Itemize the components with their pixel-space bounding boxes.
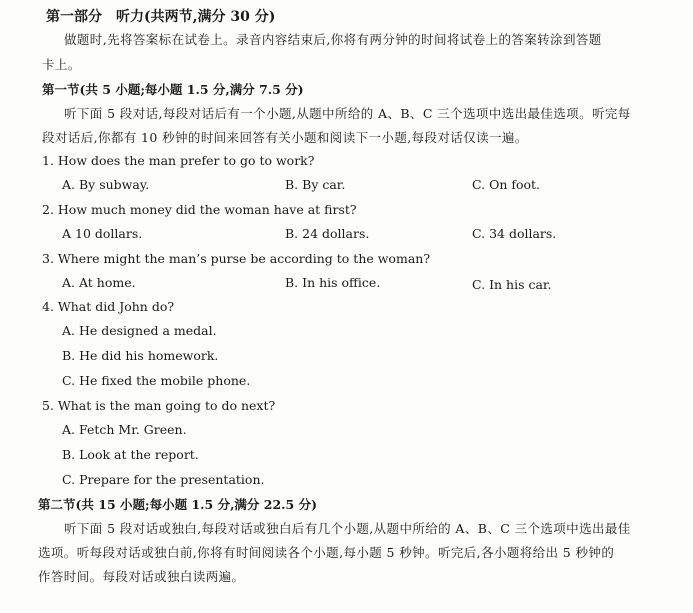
question-2-option-c: C. 34 dollars.	[472, 226, 557, 241]
question-1-option-b: B. By car.	[285, 177, 346, 192]
section2-instruction-line1: 听下面 5 段对话或独白,每段对话或独白后有几个小题,从题中所给的 A、B、C 三个选项中选出最佳	[64, 521, 631, 536]
question-4-option-b: B. He did his homework.	[62, 348, 219, 363]
section2-instruction-line3: 作答时间。每段对话或独白读两遍。	[38, 569, 245, 584]
question-4-option-c: C. He fixed the mobile phone.	[62, 373, 251, 388]
section2-instruction-line2: 选项。听每段对话或独白前,你将有时间阅读各个小题,每小题 5 秒钟。听完后,各小题将给出 5 秒钟的	[38, 545, 615, 560]
part1-title: 第一部分 听力(共两节,满分 30 分)	[46, 9, 276, 25]
section1-instruction-line1: 听下面 5 段对话,每段对话后有一个小题,从题中所给的 A、B、C 三个选项中选出最佳选项。听完每	[64, 106, 631, 121]
question-3-option-a: A. At home.	[62, 275, 136, 290]
question-1-option-a: A. By subway.	[62, 177, 150, 192]
section1-title: 第一节(共 5 小题;每小题 1.5 分,满分 7.5 分)	[42, 82, 304, 97]
question-2-option-a: A 10 dollars.	[62, 226, 143, 241]
question-1-option-c: C. On foot.	[472, 177, 541, 192]
question-2-stem: 2. How much money did the woman have at first?	[42, 202, 357, 217]
question-3-stem: 3. Where might the man’s purse be according to the woman?	[42, 251, 431, 266]
question-4-option-a: A. He designed a medal.	[62, 323, 217, 338]
question-4-stem: 4. What did John do?	[42, 299, 175, 314]
question-5-option-c: C. Prepare for the presentation.	[62, 472, 265, 487]
question-3-option-b: B. In his office.	[285, 275, 381, 290]
section2-title: 第二节(共 15 小题;每小题 1.5 分,满分 22.5 分)	[38, 497, 317, 512]
question-3-option-c: C. In his car.	[472, 277, 552, 292]
part1-instruction-line2: 卡上。	[42, 57, 81, 72]
section1-instruction-line2: 段对话后,你都有 10 秒钟的时间来回答有关小题和阅读下一小题,每段对话仅读一遍。	[42, 130, 528, 145]
question-5-option-b: B. Look at the report.	[62, 447, 199, 462]
question-5-option-a: A. Fetch Mr. Green.	[62, 422, 187, 437]
question-5-stem: 5. What is the man going to do next?	[42, 398, 276, 413]
question-1-stem: 1. How does the man prefer to go to work?	[42, 153, 315, 168]
part1-instruction-line1: 做题时,先将答案标在试卷上。录音内容结束后,你将有两分钟的时间将试卷上的答案转涂到答题	[64, 32, 602, 47]
question-2-option-b: B. 24 dollars.	[285, 226, 370, 241]
